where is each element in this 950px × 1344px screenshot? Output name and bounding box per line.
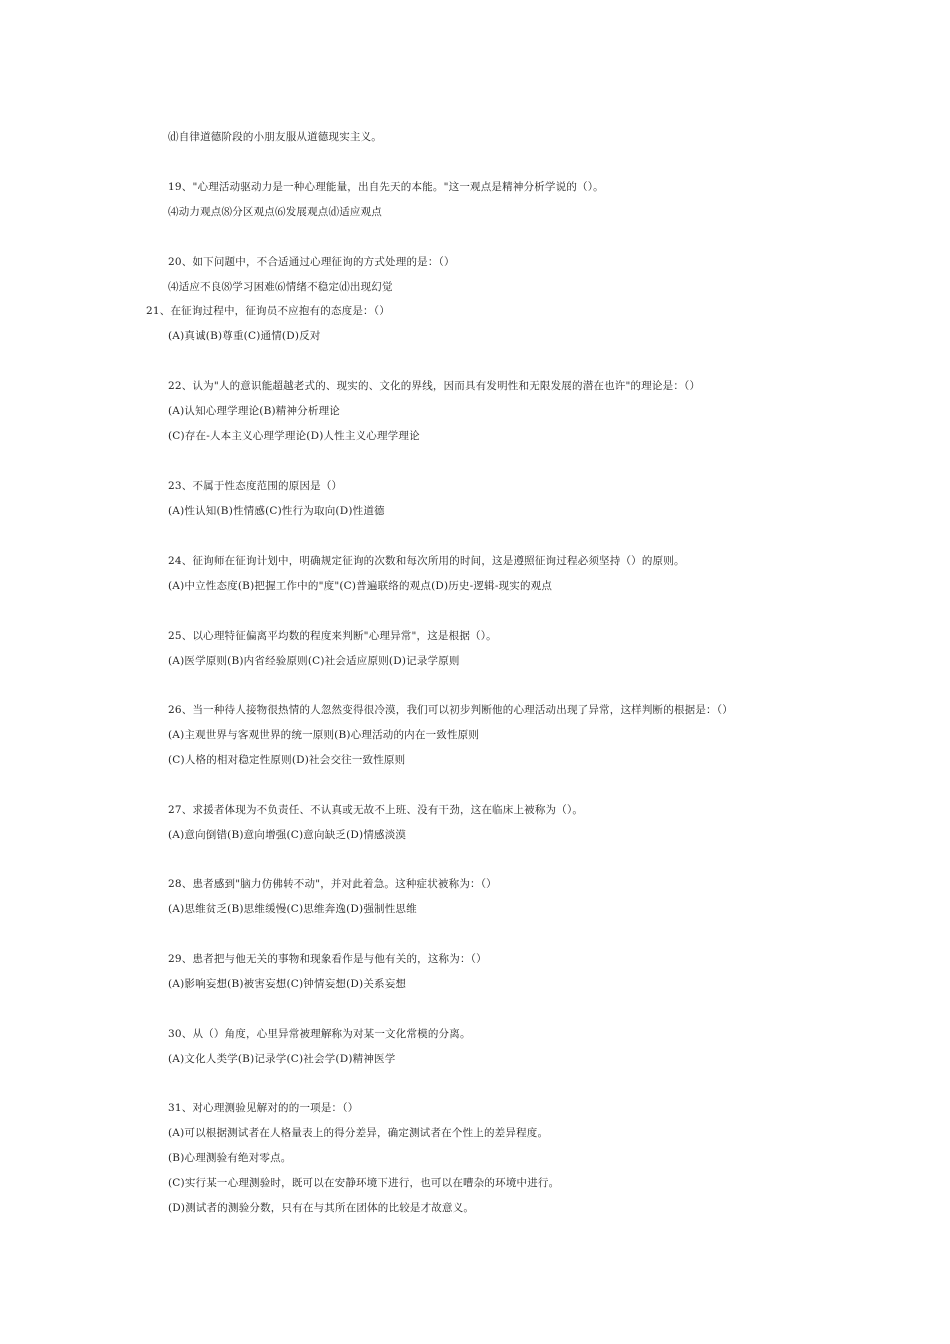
options-23: (A)性认知(B)性情感(C)性行为取向(D)性道德: [168, 505, 385, 517]
option-31-d: (D)测试者的测验分数，只有在与其所在团体的比较是才故意义。: [168, 1202, 475, 1214]
question-30: 30、从（）角度，心里异常被理解称为对某一文化常模的分离。: [168, 1028, 471, 1040]
options-27: (A)意向倒错(B)意向增强(C)意向缺乏(D)情感淡漠: [168, 829, 407, 841]
option-31-b: (B)心理测验有绝对零点。: [168, 1152, 292, 1164]
question-29: 29、患者把与他无关的事物和现象看作是与他有关的，这称为：（）: [168, 953, 487, 965]
options-30: (A)文化人类学(B)记录学(C)社会学(D)精神医学: [168, 1053, 396, 1065]
question-22: 22、认为"人的意识能超越老式的、现实的、文化的界线，因而具有发明性和无限发展的潜在也许"的理论是：（）: [168, 380, 701, 392]
options-20: ⑷适应不良⑻学习困难⑹情绪不稳定⒟出现幻觉: [168, 281, 393, 293]
option-31-c: (C)实行某一心理测验时，既可以在安静环境下进行，也可以在嘈杂的环境中进行。: [168, 1177, 560, 1189]
options-28: (A)思维贫乏(B)思维缓慢(C)思维奔逸(D)强制性思维: [168, 903, 417, 915]
question-21: 21、在征询过程中，征询员不应抱有的态度是：（）: [146, 305, 390, 317]
question-28: 28、患者感到"脑力仿佛转不动"，并对此着急。这种症状被称为：（）: [168, 878, 497, 890]
question-26: 26、当一种待人接物很热情的人忽然变得很冷漠，我们可以初步判断他的心理活动出现了异常，这样判断的根据是：（）: [168, 704, 733, 716]
question-24: 24、征询师在征询计划中，明确规定征询的次数和每次所用的时间，这是遵照征询过程必须坚持（）的原则。: [168, 555, 685, 567]
options-29: (A)影响妄想(B)被害妄想(C)钟情妄想(D)关系妄想: [168, 978, 407, 990]
options-26-ab: (A)主观世界与客观世界的统一原则(B)心理活动的内在一致性原则: [168, 729, 480, 741]
options-19: ⑷动力观点⑻分区观点⑹发展观点⒟适应观点: [168, 206, 382, 218]
question-27: 27、求援者体现为不负责任、不认真或无故不上班、没有干劲，这在临床上被称为（）。: [168, 804, 584, 816]
options-26-cd: (C)人格的相对稳定性原则(D)社会交往一致性原则: [168, 754, 406, 766]
options-24: (A)中立性态度(B)把握工作中的"度"(C)普遍联络的观点(D)历史-逻辑-现实的观点: [168, 580, 553, 592]
options-21: (A)真诚(B)尊重(C)通情(D)反对: [168, 330, 321, 342]
option-line-18d: ⒟自律道德阶段的小朋友服从道德现实主义。: [168, 131, 382, 143]
question-25: 25、以心理特征偏离平均数的程度来判断"心理异常"，这是根据（）。: [168, 630, 497, 642]
option-31-a: (A)可以根据测试者在人格量表上的得分差异，确定测试者在个性上的差异程度。: [168, 1127, 549, 1139]
question-23: 23、不属于性态度范围的原因是（）: [168, 480, 343, 492]
options-25: (A)医学原则(B)内省经验原则(C)社会适应原则(D)记录学原则: [168, 655, 460, 667]
options-22-cd: (C)存在-人本主义心理学理论(D)人性主义心理学理论: [168, 430, 420, 442]
question-31: 31、对心理测验见解对的的一项是：（）: [168, 1102, 359, 1114]
question-20: 20、如下问题中，不合适通过心理征询的方式处理的是：（）: [168, 256, 455, 268]
question-19: 19、"心理活动驱动力是一种心理能量，出自先天的本能。"这一观点是精神分析学说的（）。: [168, 181, 604, 193]
options-22-ab: (A)认知心理学理论(B)精神分析理论: [168, 405, 340, 417]
